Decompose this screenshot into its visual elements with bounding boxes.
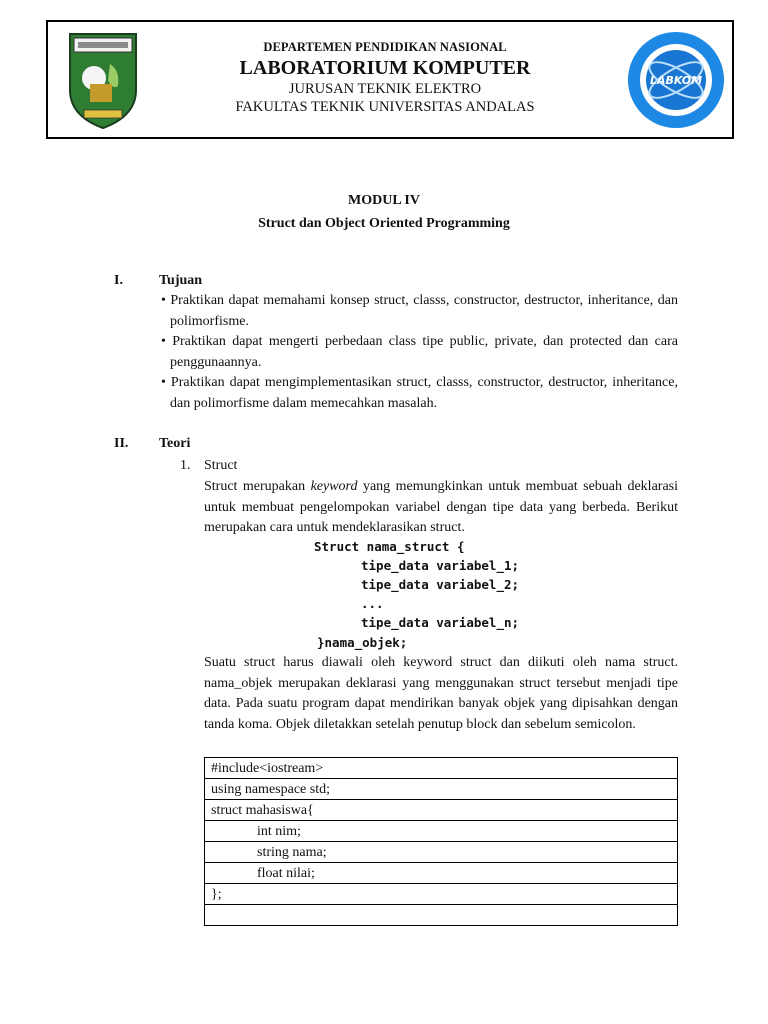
code-line: Struct nama_struct { bbox=[314, 539, 465, 554]
module-number: MODUL IV bbox=[348, 193, 420, 208]
module-subtitle: Struct dan Object Oriented Programming bbox=[258, 216, 510, 231]
lab-name: LABORATORIUM KOMPUTER bbox=[239, 57, 531, 79]
section-2-number: II. bbox=[114, 436, 129, 451]
module-title bbox=[0, 191, 768, 233]
section-1-heading: Tujuan bbox=[159, 273, 203, 288]
table-row bbox=[205, 884, 678, 905]
code-line: tipe_data variabel_1; bbox=[361, 558, 520, 573]
struct-paragraph-2: Suatu struct harus diawali oleh keyword struct dan diikuti oleh nama struct. nama_objek merupakan deklarasi yang menggunakan struct tersebut menjadi tipe data. Pada suatu program dapat mendirikan banyak objek yang dipisahkan dengan tanda koma. Objek diletakkan setelah penutup block dan sebelum semicolon. bbox=[204, 655, 678, 732]
section-2-heading: Teori bbox=[159, 436, 191, 451]
table-row bbox=[205, 863, 678, 884]
struct-paragraph-1 bbox=[204, 477, 678, 539]
keyword-term: keyword bbox=[310, 479, 358, 494]
list-item: • Praktikan dapat memahami konsep struct, classs, constructor, destructor, inheritance, dan polimorfisme. bbox=[161, 293, 678, 329]
list-item: • Praktikan dapat mengerti perbedaan class tipe public, private, dan protected dan cara penggunaannya. bbox=[161, 334, 678, 370]
table-cell: float nilai; bbox=[205, 863, 678, 884]
jurusan-name: JURUSAN TEKNIK ELEKTRO bbox=[288, 81, 482, 97]
computer-lab-logo-icon bbox=[626, 30, 726, 130]
code-line: ... bbox=[361, 596, 384, 611]
table-cell bbox=[205, 905, 678, 926]
letterhead bbox=[46, 20, 734, 139]
table-cell: #include<iostream> bbox=[205, 758, 678, 779]
faculty-name: FAKULTAS TEKNIK UNIVERSITAS ANDALAS bbox=[235, 99, 535, 115]
table-row bbox=[205, 758, 678, 779]
code-line: tipe_data variabel_2; bbox=[361, 577, 520, 592]
list-item: • Praktikan dapat mengimplementasikan struct, classs, constructor, destructor, inheritance, dan polimorfisme dalam memecahkan masalah. bbox=[161, 375, 678, 411]
table-cell: }; bbox=[205, 884, 678, 905]
department-name: DEPARTEMEN PENDIDIKAN NASIONAL bbox=[263, 40, 507, 54]
table-row bbox=[205, 842, 678, 863]
code-line: tipe_data variabel_n; bbox=[361, 615, 520, 630]
university-crest-icon bbox=[64, 30, 142, 130]
paragraph-text: Struct merupakan bbox=[204, 479, 311, 494]
table-row bbox=[205, 821, 678, 842]
table-cell: string nama; bbox=[205, 842, 678, 863]
table-cell: int nim; bbox=[205, 821, 678, 842]
table-row bbox=[205, 905, 678, 926]
code-line: }nama_objek; bbox=[317, 635, 408, 650]
table-cell: struct mahasiswa{ bbox=[205, 800, 678, 821]
code-table bbox=[204, 757, 678, 926]
labkom-logo-text: LABKOM bbox=[649, 74, 703, 87]
paragraph-text: yang memungkinkan untuk membuat sebuah deklarasi untuk membuat pengelompokan variabel dengan tipe data yang berbeda. Berikut merupakan cara untuk mendeklarasikan struct. bbox=[204, 479, 678, 536]
table-cell: using namespace std; bbox=[205, 779, 678, 800]
table-row bbox=[205, 779, 678, 800]
section-1-number: I. bbox=[114, 273, 123, 288]
subsection-title: Struct bbox=[204, 458, 238, 473]
subsection-number: 1. bbox=[180, 458, 191, 473]
objectives-list bbox=[157, 291, 678, 415]
table-row bbox=[205, 800, 678, 821]
